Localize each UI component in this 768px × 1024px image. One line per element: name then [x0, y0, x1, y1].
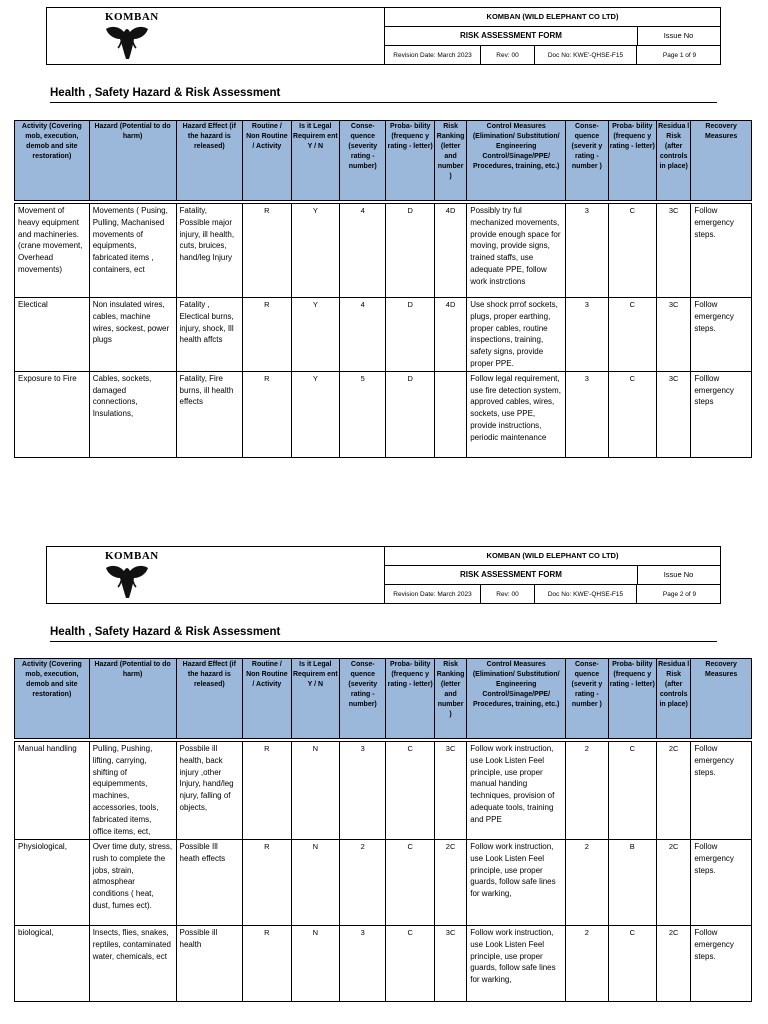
table-cell — [434, 371, 466, 457]
column-header: Recovery Measures — [691, 659, 752, 739]
table-cell: C — [386, 840, 434, 926]
issue-no: Issue No — [663, 31, 694, 40]
table-cell: R — [243, 371, 291, 457]
table-cell: Over time duty, stress, rush to complete the jobs, strain, atmosphear conditions ( heat, dust, fumes ect). — [89, 840, 176, 926]
column-header: Hazard (Potential to do harm) — [89, 659, 176, 739]
brand-logo-text: KOMBAN — [105, 550, 159, 562]
table-cell: 3C — [434, 742, 466, 840]
table-cell: Possible ill health — [176, 926, 243, 1002]
column-header: Proba- bility (frequenc y rating - letter) — [608, 659, 656, 739]
table-cell: Follow emergency steps. — [691, 204, 752, 298]
table-row — [15, 204, 752, 298]
issue-no: Issue No — [663, 570, 694, 579]
table-cell: 3 — [340, 926, 386, 1002]
column-header: Hazard (Potential to do harm) — [89, 121, 176, 201]
table-cell: C — [608, 298, 656, 372]
revision-number: Rev: 00 — [481, 585, 535, 604]
table-cell: 2 — [340, 840, 386, 926]
company-name: KOMBAN (WILD ELEPHANT CO LTD) — [385, 8, 720, 27]
section-title: Health , Safety Hazard & Risk Assessment — [50, 626, 281, 638]
table-cell: Follow work instruction, use Look Listen Feel principle, use proper manual handing techniques, provision of adequate tools, training and PPE — [467, 742, 566, 840]
table-cell: R — [243, 926, 291, 1002]
column-header: Activity (Covering mob, execution, demob and site restoration) — [15, 121, 90, 201]
table-cell: Follow emergency steps. — [691, 742, 752, 840]
column-header: Risk Ranking (letter and number ) — [434, 659, 466, 739]
table-cell: R — [243, 840, 291, 926]
section-divider — [50, 102, 717, 103]
column-header: Activity (Covering mob, execution, demob and site restoration) — [15, 659, 90, 739]
brand-logo-text: KOMBAN — [105, 11, 159, 23]
table-cell: 4 — [340, 204, 386, 298]
table-cell: 2 — [566, 840, 608, 926]
table-cell: 2 — [566, 926, 608, 1002]
table-cell: Possible Ill heath effects — [176, 840, 243, 926]
page-number: Page 2 of 9 — [662, 590, 697, 598]
table-cell: B — [608, 840, 656, 926]
column-header: Control Measures (Elimination/ Substitution/ Engineering Control/Sinage/PPE/ Procedures, training, etc.) — [467, 659, 566, 739]
column-header: Routine / Non Routine / Activity — [243, 659, 291, 739]
column-header: Recovery Measures — [691, 121, 752, 201]
table-row — [15, 371, 752, 457]
section-divider — [50, 641, 717, 642]
table-cell: Follow work instruction, use Look Listen Feel principle, use proper guards, follow safe lines for warking, — [467, 926, 566, 1002]
table-cell: D — [386, 204, 434, 298]
table-cell: Physiological, — [15, 840, 90, 926]
table-cell: Follow emergency steps. — [691, 298, 752, 372]
table-cell: Movement of heavy equipment and machineries. (crane movement, Overhead movements) — [15, 204, 90, 298]
table-cell: Possibly try ful mechanized movements, provide enough space for moving, provide signs, trained staffs, use adequate PPE, follow work instrctions — [467, 204, 566, 298]
table-cell: 3C — [657, 298, 691, 372]
column-header: Proba- bility (frequenc y rating - letter) — [386, 121, 434, 201]
elephant-logo-icon — [102, 562, 152, 600]
table-cell: D — [386, 371, 434, 457]
table-cell: Use shock prrof sockets, plugs, proper earthing, proper cables, routine inspections, training, safety signs, provide proper PPE. — [467, 298, 566, 372]
column-header: Hazard Effect (if the hazard is released) — [176, 121, 243, 201]
table-cell: R — [243, 204, 291, 298]
table-cell: 3C — [657, 204, 691, 298]
table-cell: 3C — [434, 926, 466, 1002]
table-cell: C — [608, 204, 656, 298]
table-cell: biological, — [15, 926, 90, 1002]
table-cell: 4D — [434, 204, 466, 298]
table-cell: 2C — [434, 840, 466, 926]
column-header: Hazard Effect (if the hazard is released) — [176, 659, 243, 739]
table-cell: Non insulated wires, cables, machine wires, sockest, power plugs — [89, 298, 176, 372]
column-header: Proba- bility (frequenc y rating - letter) — [608, 121, 656, 201]
revision-number: Rev: 00 — [481, 46, 535, 65]
table-cell: Pulling, Pushing, lifting, carrying, shifting of equipemments, machines, accessories, tools, fabricated items, office items, ect, — [89, 742, 176, 840]
table-cell: Follow emergency steps. — [691, 840, 752, 926]
table-cell: Follow legal requirement, use fire detection system, approved cables, wires, sockets, use PPE, provide instructions, periodic maintenance — [467, 371, 566, 457]
table-cell: 2C — [657, 742, 691, 840]
table-cell: 2 — [566, 742, 608, 840]
table-cell: D — [386, 298, 434, 372]
column-header: Conse- quence (severity rating - number) — [340, 659, 386, 739]
table-cell: 2C — [657, 840, 691, 926]
table-row — [15, 742, 752, 840]
table-cell: 4D — [434, 298, 466, 372]
table-cell: 3C — [657, 371, 691, 457]
table-row — [15, 298, 752, 372]
table-cell: C — [608, 371, 656, 457]
table-cell: Electical — [15, 298, 90, 372]
form-header — [46, 546, 721, 604]
logo-area — [47, 8, 385, 64]
doc-number: Doc No: KWE'-QHSE-F15 — [535, 46, 637, 65]
table-cell: Y — [291, 298, 339, 372]
column-header: Conse- quence (severity rating - number) — [340, 121, 386, 201]
table-cell: Exposure to Fire — [15, 371, 90, 457]
column-header: Routine / Non Routine / Activity — [243, 121, 291, 201]
risk-assessment-table — [14, 120, 752, 458]
table-cell: Y — [291, 204, 339, 298]
table-row — [15, 926, 752, 1002]
column-header: Residua l Risk (after controls in place) — [657, 659, 691, 739]
column-header: Risk Ranking (letter and number ) — [434, 121, 466, 201]
column-header: Residua l Risk (after controls in place) — [657, 121, 691, 201]
form-header — [46, 7, 721, 65]
revision-date: Revision Date: March 2023 — [385, 585, 481, 604]
form-title: RISK ASSESSMENT FORM — [385, 566, 638, 584]
page-number: Page 1 of 9 — [662, 51, 697, 59]
table-cell: 5 — [340, 371, 386, 457]
company-name: KOMBAN (WILD ELEPHANT CO LTD) — [385, 547, 720, 566]
table-cell: Fatality, Fire burns, ill health effects — [176, 371, 243, 457]
column-header: Proba- bility (frequenc y rating - letter) — [386, 659, 434, 739]
form-title: RISK ASSESSMENT FORM — [385, 27, 638, 45]
table-cell: Fatality , Electical burns, injury, shock, Ill health affcts — [176, 298, 243, 372]
table-cell: 4 — [340, 298, 386, 372]
table-header-row — [15, 121, 752, 201]
risk-assessment-table — [14, 658, 752, 1002]
table-cell: Possbile ill health, back injury ,other Injury, hand/leg njury, falling of objects, — [176, 742, 243, 840]
table-cell: Manual handling — [15, 742, 90, 840]
column-header: Conse- quence (severit y rating - number ) — [566, 659, 608, 739]
table-cell: C — [608, 742, 656, 840]
table-cell: Folllow emergency steps — [691, 371, 752, 457]
revision-date: Revision Date: March 2023 — [385, 46, 481, 65]
table-cell: Y — [291, 371, 339, 457]
logo-area — [47, 547, 385, 603]
table-cell: 3 — [340, 742, 386, 840]
column-header: Is it Legal Requirem ent Y / N — [291, 659, 339, 739]
table-cell: C — [386, 742, 434, 840]
table-cell: Follow emergency steps. — [691, 926, 752, 1002]
table-cell: 2C — [657, 926, 691, 1002]
table-cell: 3 — [566, 204, 608, 298]
table-cell: N — [291, 840, 339, 926]
table-cell: R — [243, 298, 291, 372]
table-cell: C — [608, 926, 656, 1002]
column-header: Conse- quence (severit y rating - number ) — [566, 121, 608, 201]
column-header: Control Measures (Elimination/ Substitution/ Engineering Control/Sinage/PPE/ Procedures, training, etc.) — [467, 121, 566, 201]
table-cell: Follow work instruction, use Look Listen Feel principle, use proper guards, follow safe lines for warking, — [467, 840, 566, 926]
doc-number: Doc No: KWE'-QHSE-F15 — [535, 585, 637, 604]
table-cell: R — [243, 742, 291, 840]
table-cell: Cables, sockets, damaged connections, Insulations, — [89, 371, 176, 457]
column-header: Is it Legal Requirem ent Y / N — [291, 121, 339, 201]
table-row — [15, 840, 752, 926]
table-cell: C — [386, 926, 434, 1002]
section-title: Health , Safety Hazard & Risk Assessment — [50, 87, 281, 99]
table-cell: Insects, flies, snakes, reptiles, contaminated water, chemicals, ect — [89, 926, 176, 1002]
table-cell: 3 — [566, 371, 608, 457]
elephant-logo-icon — [102, 23, 152, 61]
table-cell: N — [291, 742, 339, 840]
table-cell: Movements ( Pusing, Pulling, Machanised movements of equipments, fabricated items , containers, ect — [89, 204, 176, 298]
table-cell: 3 — [566, 298, 608, 372]
table-header-row — [15, 659, 752, 739]
table-cell: N — [291, 926, 339, 1002]
table-cell: Fatality, Possible major injury, ill health, cuts, bruices, hand/leg Injury — [176, 204, 243, 298]
